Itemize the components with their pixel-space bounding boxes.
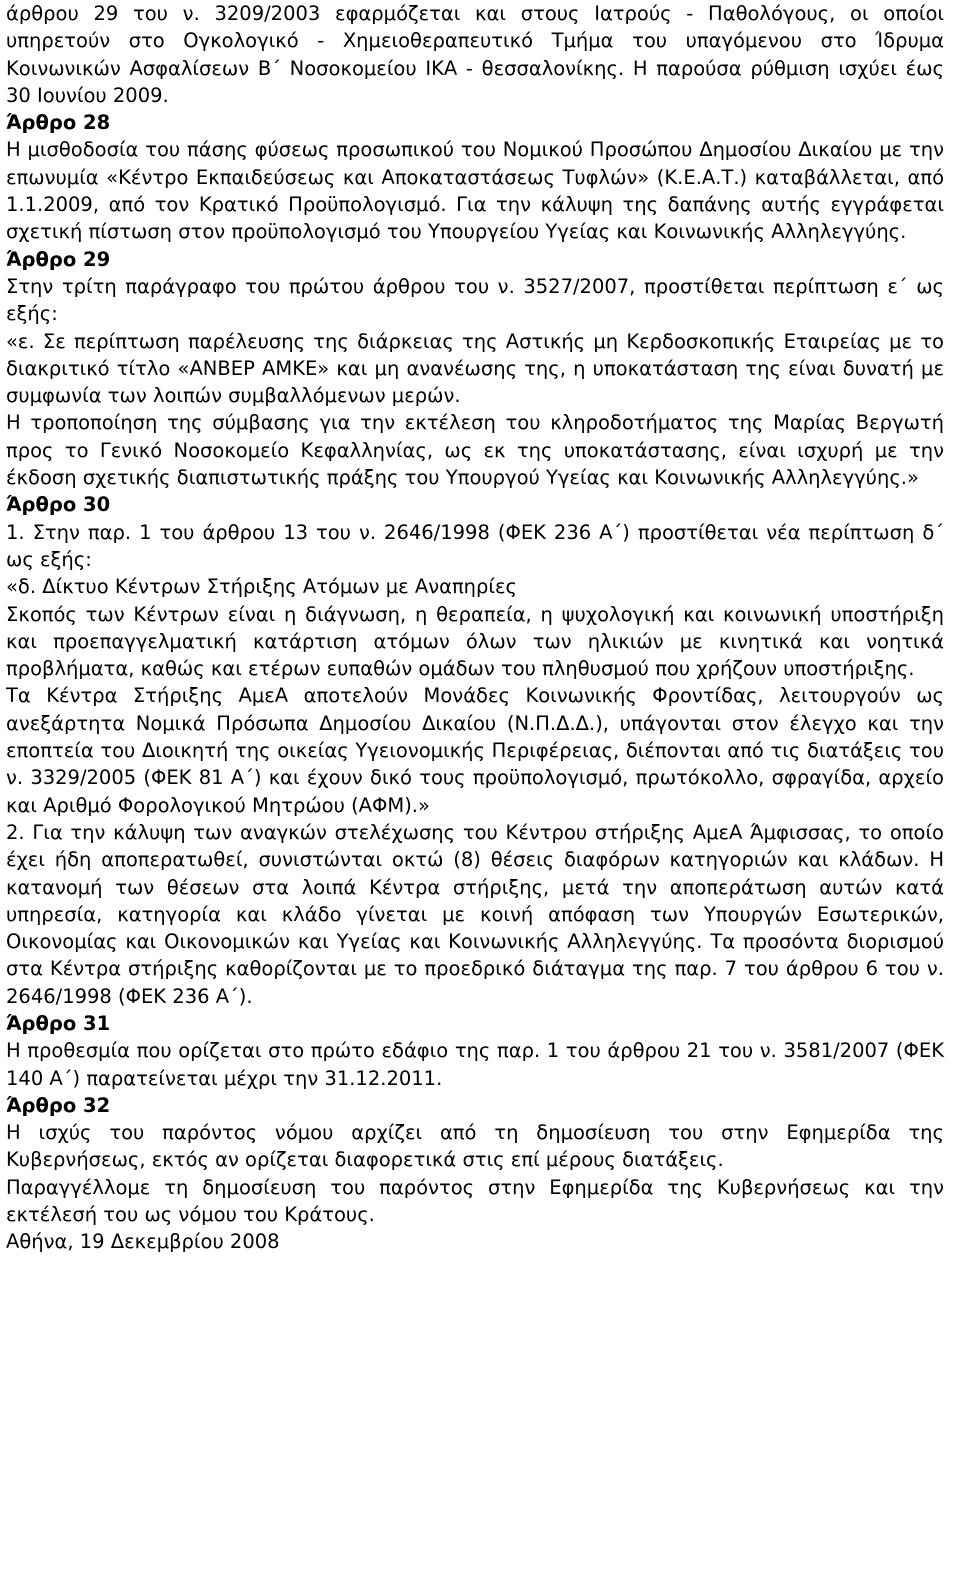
article-heading: Άρθρο 28 xyxy=(6,111,111,135)
article-paragraph: Παραγγέλλομε τη δημοσίευση του παρόντος στην Εφημερίδα της Κυβερνήσεως και την εκτέλεσή του ως νόμου του Κράτους. xyxy=(6,1175,944,1227)
signature-place-date: Αθήνα, 19 Δεκεμβρίου 2008 xyxy=(6,1230,280,1254)
article-paragraph: 1. Στην παρ. 1 του άρθρου 13 του ν. 2646/1998 (ΦΕΚ 236 Α΄) προστίθεται νέα περίπτωση δ΄ ως εξής: xyxy=(6,520,944,571)
article-paragraph: 2. Για την κάλυψη των αναγκών στελέχωσης του Κέντρου στήριξης ΑμεΑ Άμφισσας, το οποίο έχει ήδη αποπερατωθεί, συνιστώνται οκτώ (8) θέσεις διαφόρων κατηγοριών και κλάδων. Η κατανομή των θέσεων στα λοιπά Κέντρα στήριξης, μετά την αποπεράτωση αυτών κατά υπηρεσία, κατηγορία και κλάδο γίνεται με κοινή απόφαση των Υπουργών Εσωτερικών, Οικονομίας και Οικονομικών και Υγείας και Κοινωνικής Αλληλεγγύης. Τα προσόντα διορισμού στα Κέντρα στήριξης καθορίζονται με το προεδρικό διάταγμα της παρ. 7 του άρθρου 6 του ν. 2646/1998 (ΦΕΚ 236 Α΄). xyxy=(6,820,944,1008)
article-paragraph: Τα Κέντρα Στήριξης ΑμεΑ αποτελούν Μονάδες Κοινωνικής Φροντίδας, λειτουργούν ως ανεξάρτητα Νομικά Πρόσωπα Δημοσίου Δικαίου (Ν.Π.Δ.Δ.), υπάγονται στον έλεγχο και την εποπτεία του Διοικητή της οικείας Υγειονομικής Περιφέρειας, διέπονται από τις διατάξεις του ν. 3329/2005 (ΦΕΚ 81 Α΄) και έχουν δικό τους προϋπολογισμό, πρωτόκολλο, σφραγίδα, αρχείο και Αριθμό Φορολογικού Μητρώου (ΑΦΜ).» xyxy=(6,684,944,817)
article-paragraph: Η τροποποίηση της σύμβασης για την εκτέλεση του κληροδοτήματος της Μαρίας Βεργωτή προς το Γενικό Νοσοκομείο Κεφαλληνίας, ως εκ της υποκατάστασης, είναι ισχυρή με την έκδοση σχετικής διαπιστωτικής πράξης του Υπουργού Υγείας και Κοινωνικής Αλληλεγγύης.» xyxy=(6,411,944,490)
document-page xyxy=(6,0,944,1256)
article-heading: Άρθρο 29 xyxy=(6,247,111,271)
article-paragraph: «ε. Σε περίπτωση παρέλευσης της διάρκειας της Αστικής μη Κερδοσκοπικής Εταιρείας με το διακριτικό τίτλο «ΑΝΒΕΡ ΑΜΚΕ» και μη ανανέωσης της, η υποκατάσταση της είναι δυνατή με συμφωνία των λοιπών συμβαλλόμενων μερών. xyxy=(6,329,944,408)
article-paragraph: Σκοπός των Κέντρων είναι η διάγνωση, η θεραπεία, η ψυχολογική και κοινωνική υποστήριξη και προεπαγγελματική κατάρτιση ατόμων όλων των ηλικιών με κινητικά και νοητικά προβλήματα, καθώς και ετέρων ευπαθών ομάδων του πληθυσμού που χρήζουν υποστήριξης. xyxy=(6,602,944,681)
intro-paragraph: άρθρου 29 του ν. 3209/2003 εφαρμόζεται και στους Ιατρούς - Παθολόγους, οι οποίοι υπηρετούν στο Ογκολογικό - Χημειοθεραπευτικό Τμήμα του υπαγόμενου στο Ίδρυμα Κοινωνικών Ασφαλίσεων Β΄ Νοσοκομείου ΙΚΑ - θεσσαλονίκης. Η παρούσα ρύθμιση ισχύει έως 30 Ιουνίου 2009. xyxy=(6,2,944,107)
article-heading: Άρθρο 31 xyxy=(6,1011,111,1035)
article-29 xyxy=(6,246,944,492)
article-paragraph: Η μισθοδοσία του πάσης φύσεως προσωπικού του Νομικού Προσώπου Δημοσίου Δικαίου με την επωνυμία «Κέντρο Εκπαιδεύσεως και Αποκαταστάσεως Τυφλών» (Κ.Ε.Α.Τ.) καταβάλλεται, από 1.1.2009, από τον Κρατικό Προϋπολογισμό. Για την κάλυψη της δαπάνης αυτής εγγράφεται σχετική πίστωση στον προϋπολογισμό του Υπουργείου Υγείας και Κοινωνικής Αλληλεγγύης. xyxy=(6,138,944,244)
article-32 xyxy=(6,1092,944,1228)
article-28 xyxy=(6,109,944,245)
article-heading: Άρθρο 32 xyxy=(6,1093,111,1117)
article-paragraph: «δ. Δίκτυο Κέντρων Στήριξης Ατόμων με Αναπηρίες xyxy=(6,575,517,599)
article-paragraph: Η ισχύς του παρόντος νόμου αρχίζει από τη δημοσίευση του στην Εφημερίδα της Κυβερνήσεως, εκτός αν ορίζεται διαφορετικά στις επί μέρους διατάξεις. xyxy=(6,1121,944,1172)
article-heading: Άρθρο 30 xyxy=(6,493,111,517)
article-30 xyxy=(6,491,944,1010)
article-31 xyxy=(6,1010,944,1092)
article-paragraph: Η προθεσμία που ορίζεται στο πρώτο εδάφιο της παρ. 1 του άρθρου 21 του ν. 3581/2007 (ΦΕΚ 140 Α΄) παρατείνεται μέχρι την 31.12.2011. xyxy=(6,1039,944,1090)
article-paragraph: Στην τρίτη παράγραφο του πρώτου άρθρου του ν. 3527/2007, προστίθεται περίπτωση ε΄ ως εξής: xyxy=(6,274,944,326)
